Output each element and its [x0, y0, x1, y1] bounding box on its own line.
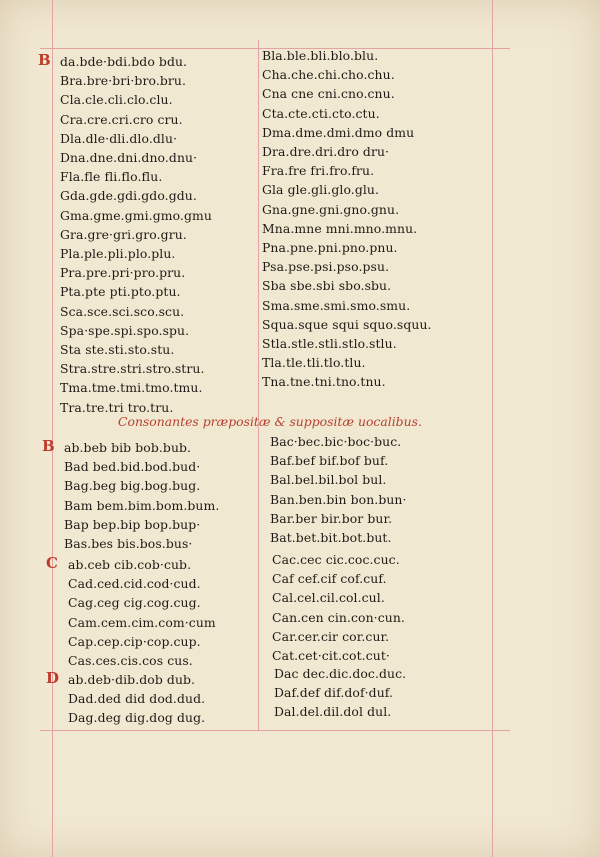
syllable-line: Cra.cre.cri.cro cru.: [60, 111, 183, 127]
syllable-line: Sba sbe.sbi sbo.sbu.: [262, 278, 392, 294]
rubric-initial: B: [42, 437, 55, 455]
syllable-line: Cap.cep.cip·cop.cup.: [68, 633, 201, 649]
section2-right-column: [270, 432, 407, 547]
syllable-line: Dla.dle·dli.dlo.dlu·: [60, 130, 178, 146]
syllable-line: Mna.mne mni.mno.mnu.: [262, 220, 418, 236]
syllable-line: da.bde·bdi.bdo bdu.: [60, 54, 188, 69]
syllable-line: Baf.bef bif.bof buf.: [270, 453, 389, 469]
syllable-line: ab.ceb cib.cob·cub.: [68, 557, 192, 572]
syllable-line: Dal.del.dil.dol dul.: [274, 704, 392, 720]
section-heading: Consonantes præpositæ & suppositæ uocalibus.: [118, 414, 422, 429]
syllable-line: Dna.dne.dni.dno.dnu·: [60, 150, 198, 166]
syllable-line: Dag.deg dig.dog dug.: [68, 710, 206, 726]
syllable-line: Cas.ces.cis.cos cus.: [68, 653, 193, 669]
syllable-line: Pra.pre.pri·pro.pru.: [60, 265, 186, 281]
syllable-line: Spa·spe.spi.spo.spu.: [60, 322, 190, 338]
syllable-line: Bac·bec.bic·boc·buc.: [270, 434, 402, 449]
syllable-line: Cag.ceg cig.cog.cug.: [68, 595, 201, 611]
syllable-line: Cna cne cni.cno.cnu.: [262, 86, 395, 102]
syllable-line: Bag.beg big.bog.bug.: [64, 478, 201, 494]
syllable-line: Dra.dre.dri.dro dru·: [262, 144, 390, 160]
section2-left-column: [42, 437, 220, 553]
section3-right-column: [272, 550, 405, 665]
margin-rule-left: [52, 0, 53, 857]
section4-left-column: [46, 669, 206, 728]
syllable-line: ab.deb·dib.dob dub.: [68, 672, 196, 687]
syllable-line: Bas.bes bis.bos.bus·: [64, 536, 193, 552]
syllable-line: Sca.sce.sci.sco.scu.: [60, 303, 185, 319]
syllable-line: Cal.cel.cil.col.cul.: [272, 590, 385, 606]
section1-left-column: [38, 51, 212, 417]
margin-rule-right: [492, 0, 493, 857]
syllable-line: Ban.ben.bin bon.bun·: [270, 491, 407, 507]
syllable-line: Cta.cte.cti.cto.ctu.: [262, 105, 380, 121]
syllable-line: Dma.dme.dmi.dmo dmu: [262, 124, 415, 140]
syllable-line: Pla.ple.pli.plo.plu.: [60, 246, 176, 262]
syllable-line: Gma.gme.gmi.gmo.gmu: [60, 207, 212, 223]
syllable-line: Bla.ble.bli.blo.blu.: [262, 48, 379, 63]
syllable-line: Sma.sme.smi.smo.smu.: [262, 297, 411, 313]
syllable-line: Tma.tme.tmi.tmo.tmu.: [60, 380, 203, 396]
syllable-line: Bar.ber bir.bor bur.: [270, 510, 393, 526]
syllable-line: Gla gle.gli.glo.glu.: [262, 182, 380, 198]
syllable-line: Bam bem.bim.bom.bum.: [64, 497, 220, 513]
syllable-line: Dad.ded did dod.dud.: [68, 691, 206, 707]
syllable-line: Psa.pse.psi.pso.psu.: [262, 259, 390, 275]
syllable-line: Bap bep.bip bop.bup·: [64, 516, 201, 532]
syllable-line: Pta.pte pti.pto.ptu.: [60, 284, 181, 300]
syllable-line: Cam.cem.cim.com·cum: [68, 614, 216, 630]
section3-left-column: [46, 554, 216, 670]
syllable-line: Tna.tne.tni.tno.tnu.: [262, 374, 386, 390]
margin-rule-bottom: [40, 730, 510, 731]
syllable-line: Stla.stle.stli.stlo.stlu.: [262, 336, 397, 352]
syllable-line: Caf cef.cif cof.cuf.: [272, 571, 387, 587]
section4-right-column: [274, 664, 406, 722]
syllable-line: Dac dec.dic.doc.duc.: [274, 666, 407, 681]
syllable-line: Squa.sque squi squo.squu.: [262, 316, 432, 332]
syllable-line: Gna.gne.gni.gno.gnu.: [262, 201, 400, 217]
syllable-line: Stra.stre.stri.stro.stru.: [60, 361, 205, 377]
syllable-line: Cac.cec cic.coc.cuc.: [272, 552, 400, 567]
syllable-line: Bra.bre·bri·bro.bru.: [60, 73, 187, 89]
syllable-line: Gra.gre·gri.gro.gru.: [60, 226, 187, 242]
syllable-line: Bat.bet.bit.bot.but.: [270, 530, 392, 546]
syllable-line: Pna.pne.pni.pno.pnu.: [262, 240, 398, 256]
syllable-line: Cad.ced.cid.cod·cud.: [68, 576, 201, 592]
rubric-initial: B: [38, 51, 51, 69]
syllable-line: Daf.def dif.dof·duf.: [274, 685, 394, 701]
rubric-initial: C: [46, 554, 58, 572]
syllable-line: Can.cen cin.con·cun.: [272, 609, 405, 625]
syllable-line: ab.beb bib bob.bub.: [64, 440, 192, 455]
syllable-line: Cla.cle.cli.clo.clu.: [60, 92, 173, 108]
syllable-line: Bal.bel.bil.bol bul.: [270, 472, 387, 488]
syllable-line: Car.cer.cir cor.cur.: [272, 628, 390, 644]
margin-rule-center: [258, 40, 259, 730]
syllable-line: Sta ste.sti.sto.stu.: [60, 342, 175, 358]
section1-right-column: [262, 46, 432, 392]
syllable-line: Fra.fre fri.fro.fru.: [262, 163, 375, 179]
rubric-initial: D: [46, 669, 60, 687]
syllable-line: Bad bed.bid.bod.bud·: [64, 459, 201, 475]
syllable-line: Tra.tre.tri tro.tru.: [60, 399, 174, 415]
syllable-line: Tla.tle.tli.tlo.tlu.: [262, 355, 366, 371]
syllable-line: Gda.gde.gdi.gdo.gdu.: [60, 188, 197, 204]
syllable-line: Cha.che.chi.cho.chu.: [262, 67, 395, 83]
syllable-line: Cat.cet·cit.cot.cut·: [272, 648, 390, 664]
syllable-line: Fla.fle fli.flo.flu.: [60, 169, 163, 185]
